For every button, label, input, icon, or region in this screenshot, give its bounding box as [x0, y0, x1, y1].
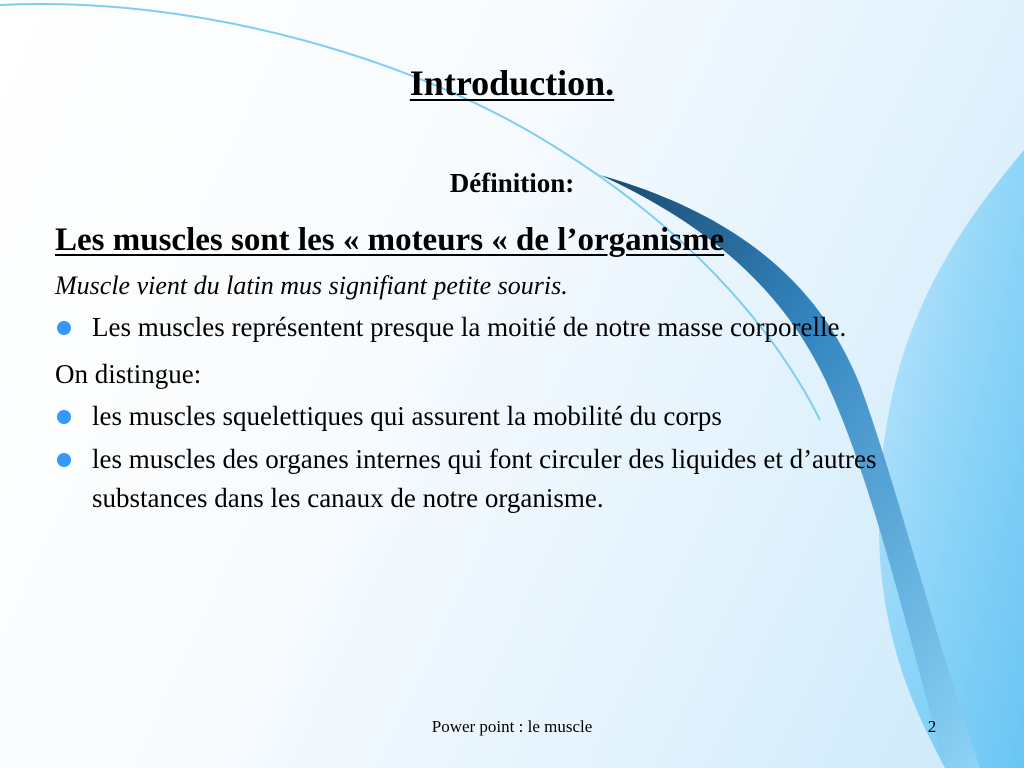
- bullet-item: [55, 308, 975, 347]
- bullet-text: Les muscles représentent presque la moitié de notre masse corporelle.: [92, 312, 847, 342]
- etymology-line: Muscle vient du latin mus signifiant petite souris.: [55, 271, 568, 300]
- slide-title: Introduction.: [409, 63, 615, 103]
- bullet-dot-icon: [55, 440, 92, 479]
- definition-subtitle: Définition:: [449, 168, 575, 198]
- bullet-item: [55, 440, 975, 518]
- footer-title: Power point : le muscle: [431, 717, 593, 736]
- slide-body: [55, 218, 975, 522]
- page-number: 2: [927, 717, 937, 736]
- bullet-item: [55, 397, 975, 436]
- bullet-dot-icon: [55, 397, 92, 436]
- definition-heading: Les muscles sont les « moteurs « de l’organisme: [55, 222, 725, 258]
- bullet-text: les muscles des organes internes qui font circuler des liquides et d’autres substances dans les canaux de notre organisme.: [92, 444, 877, 513]
- bullet-text: les muscles squelettiques qui assurent la mobilité du corps: [92, 401, 722, 431]
- bullet-dot-icon: [55, 308, 92, 347]
- distinguish-label: On distingue:: [55, 359, 202, 389]
